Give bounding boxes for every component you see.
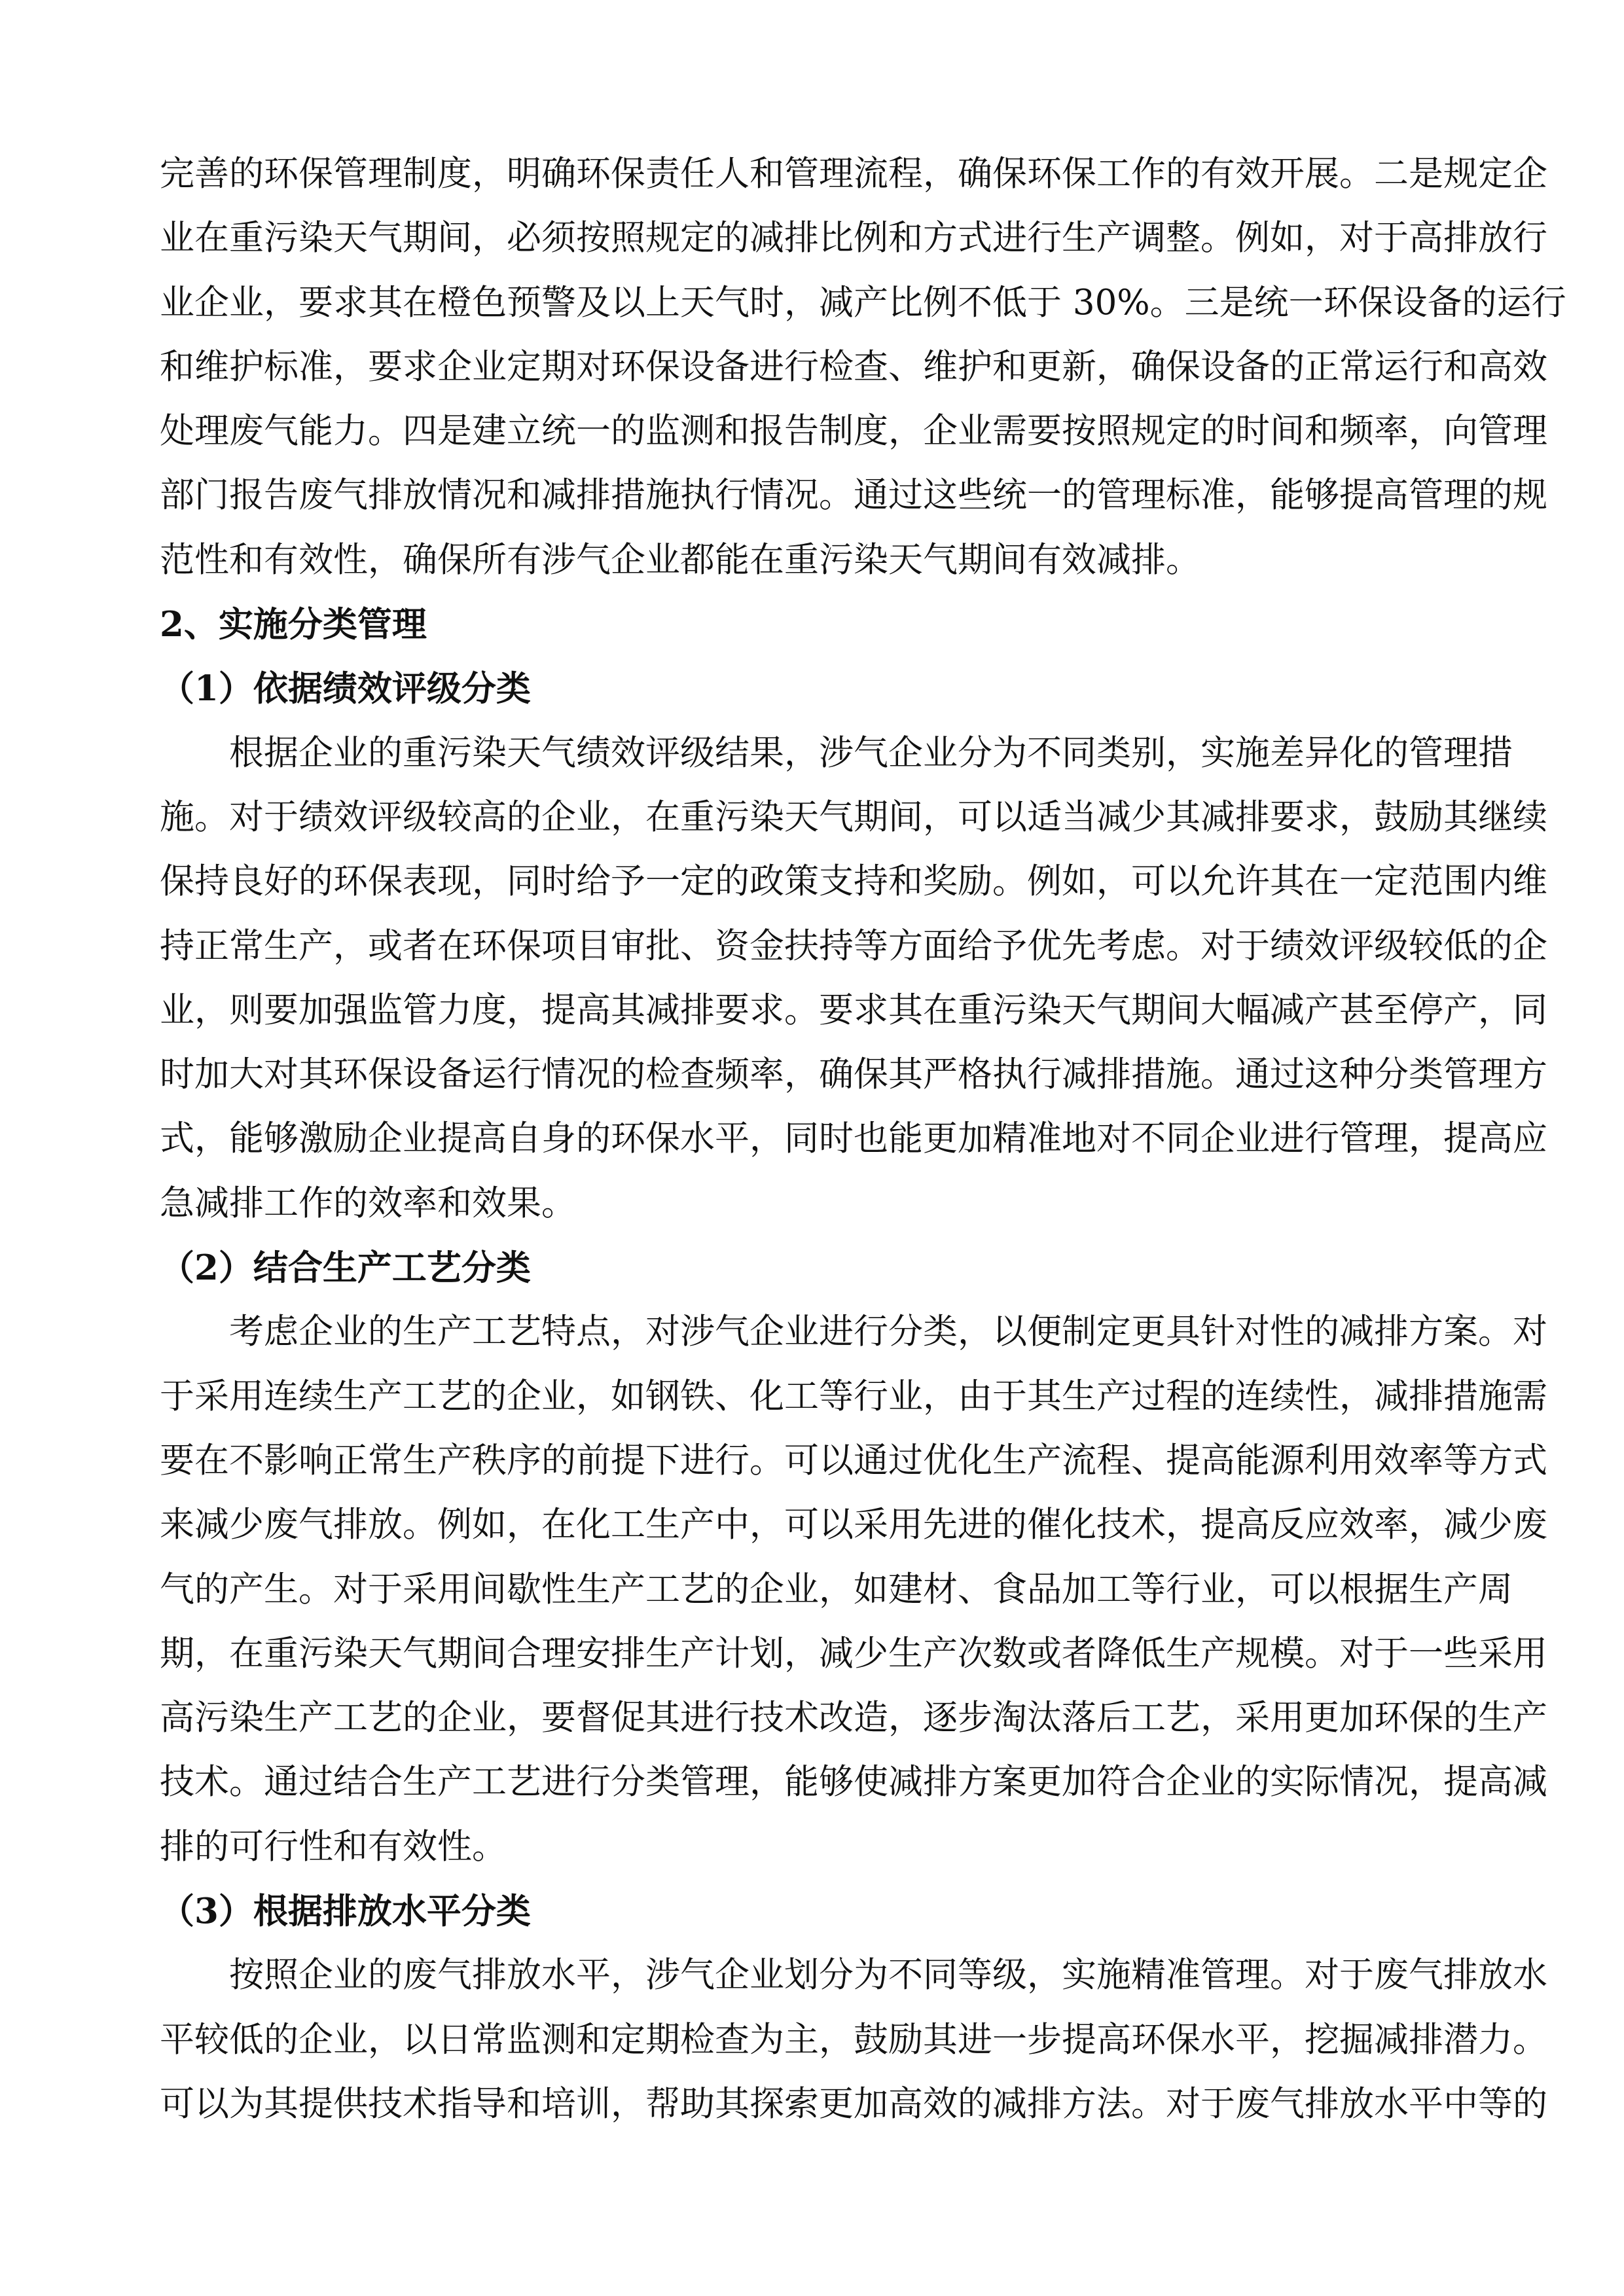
text-line: 于采用连续生产工艺的企业，如钢铁、化工等行业，由于其生产过程的连续性，减排措施需	[160, 1376, 1547, 1416]
subsection-heading-3: （3）根据排放水平分类	[160, 1891, 531, 1932]
text-line: 部门报告废气排放情况和减排措施执行情况。通过这些统一的管理标准，能够提高管理的规	[160, 475, 1547, 516]
text-line: 根据企业的重污染天气绩效评级结果，涉气企业分为不同类别，实施差异化的管理措	[229, 732, 1513, 773]
text-line: 要在不影响正常生产秩序的前提下进行。可以通过优化生产流程、提高能源利用效率等方式	[160, 1440, 1547, 1480]
text-line: 业企业，要求其在橙色预警及以上天气时，减产比例不低于 30%。三是统一环保设备的运行	[160, 282, 1566, 323]
text-line: 气的产生。对于采用间歇性生产工艺的企业，如建材、食品加工等行业，可以根据生产周	[160, 1569, 1513, 1609]
text-line: 排的可行性和有效性。	[160, 1826, 507, 1867]
text-line: 高污染生产工艺的企业，要督促其进行技术改造，逐步淘汰落后工艺，采用更加环保的生产	[160, 1698, 1547, 1738]
text-line: 处理废气能力。四是建立统一的监测和报告制度，企业需要按照规定的时间和频率，向管理	[160, 411, 1547, 452]
text-line: 急减排工作的效率和效果。	[160, 1183, 576, 1223]
text-line: 和维护标准，要求企业定期对环保设备进行检查、维护和更新，确保设备的正常运行和高效	[160, 346, 1547, 387]
text-line: 式，能够激励企业提高自身的环保水平，同时也能更加精准地对不同企业进行管理，提高应	[160, 1119, 1547, 1159]
text-line: 期，在重污染天气期间合理安排生产计划，减少生产次数或者降低生产规模。对于一些采用	[160, 1633, 1547, 1674]
subsection-heading-1: （1）依据绩效评级分类	[160, 668, 531, 709]
paragraph-emission-level	[160, 1943, 1547, 2136]
paragraph-production-process	[160, 1300, 1547, 1879]
text-line: 持正常生产，或者在环保项目审批、资金扶持等方面给予优先考虑。对于绩效评级较低的企	[160, 925, 1547, 966]
section-heading: 2、实施分类管理	[160, 604, 427, 645]
text-line: 业在重污染天气期间，必须按照规定的减排比例和方式进行生产调整。例如，对于高排放行	[160, 218, 1547, 259]
text-line: 考虑企业的生产工艺特点，对涉气企业进行分类，以便制定更具针对性的减排方案。对	[229, 1312, 1547, 1352]
document-page	[160, 142, 1566, 2136]
text-line: 保持良好的环保表现，同时给予一定的政策支持和奖励。例如，可以允许其在一定范围内维	[160, 861, 1547, 902]
text-line: 按照企业的废气排放水平，涉气企业划分为不同等级，实施精准管理。对于废气排放水	[229, 1955, 1547, 1996]
text-line: 平较低的企业，以日常监测和定期检查为主，鼓励其进一步提高环保水平，挖掘减排潜力。	[160, 2019, 1547, 2060]
text-line: 技术。通过结合生产工艺进行分类管理，能够使减排方案更加符合企业的实际情况，提高减	[160, 1762, 1547, 1803]
text-line: 来减少废气排放。例如，在化工生产中，可以采用先进的催化技术，提高反应效率，减少废	[160, 1505, 1547, 1545]
text-line: 范性和有效性，确保所有涉气企业都能在重污染天气期间有效减排。	[160, 539, 1200, 580]
text-line: 可以为其提供技术指导和培训，帮助其探索更加高效的减排方法。对于废气排放水平中等的	[160, 2083, 1547, 2124]
text-line: 业，则要加强监管力度，提高其减排要求。要求其在重污染天气期间大幅减产甚至停产，同	[160, 990, 1547, 1030]
text-line: 施。对于绩效评级较高的企业，在重污染天气期间，可以适当减少其减排要求，鼓励其继续	[160, 797, 1547, 837]
paragraph-performance-rating	[160, 721, 1547, 1236]
paragraph-unified-standards	[160, 142, 1566, 592]
text-line: 时加大对其环保设备运行情况的检查频率，确保其严格执行减排措施。通过这种分类管理方	[160, 1054, 1547, 1095]
subsection-heading-2: （2）结合生产工艺分类	[160, 1247, 531, 1289]
text-line: 完善的环保管理制度，明确环保责任人和管理流程，确保环保工作的有效开展。二是规定企	[160, 154, 1547, 194]
